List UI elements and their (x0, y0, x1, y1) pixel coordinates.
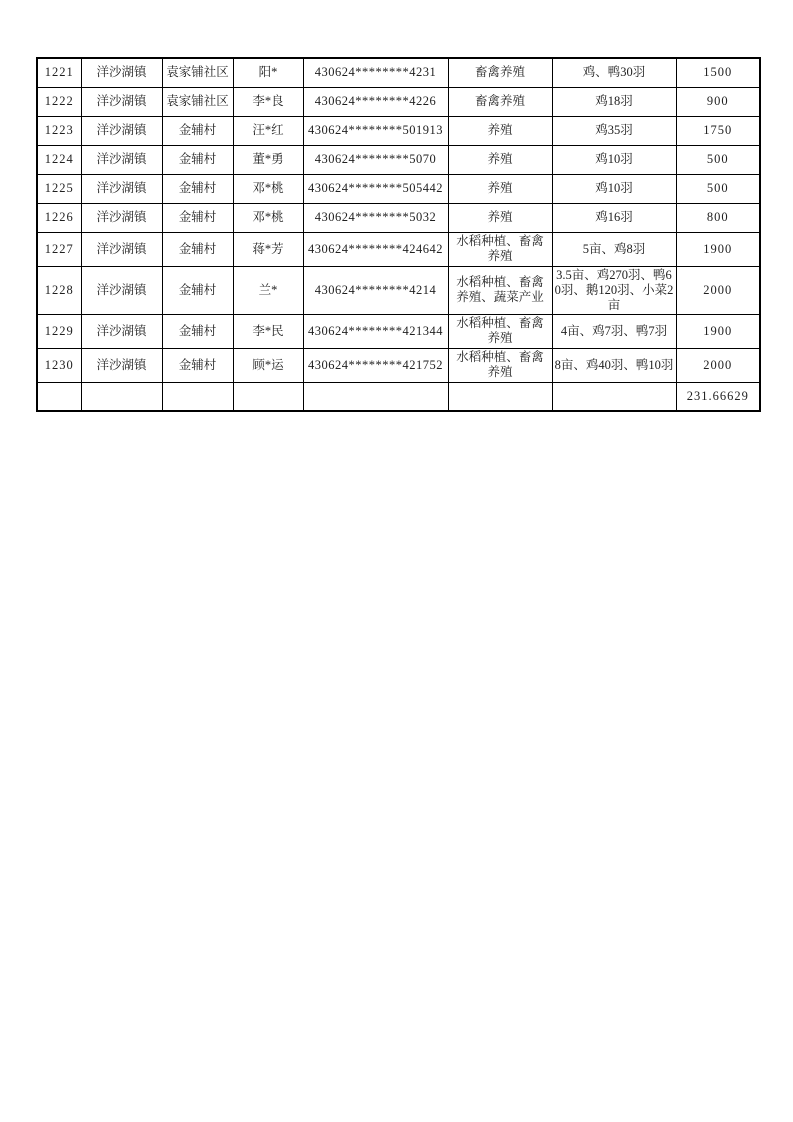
village-cell: 金辅村 (162, 174, 233, 203)
village-cell: 金辅村 (162, 232, 233, 266)
id-number-cell: 430624********424642 (303, 232, 448, 266)
id-number-cell: 430624********4214 (303, 266, 448, 314)
seq-cell: 1224 (37, 145, 81, 174)
table-row (37, 174, 760, 203)
industry-cell: 水稻种植、畜禽养殖 (448, 348, 552, 382)
scale-cell: 鸡10羽 (552, 145, 676, 174)
seq-cell: 1223 (37, 116, 81, 145)
town-cell: 洋沙湖镇 (81, 58, 162, 87)
name-cell: 董*勇 (233, 145, 303, 174)
town-cell: 洋沙湖镇 (81, 174, 162, 203)
name-cell: 汪*红 (233, 116, 303, 145)
seq-cell: 1226 (37, 203, 81, 232)
industry-cell: 水稻种植、畜禽养殖 (448, 314, 552, 348)
table-row (37, 203, 760, 232)
name-cell: 邓*桃 (233, 203, 303, 232)
amount-cell: 800 (676, 203, 760, 232)
industry-cell (448, 382, 552, 411)
name-cell: 邓*桃 (233, 174, 303, 203)
village-cell: 袁家铺社区 (162, 58, 233, 87)
village-cell: 袁家铺社区 (162, 87, 233, 116)
amount-cell: 1900 (676, 314, 760, 348)
scale-cell: 8亩、鸡40羽、鸭10羽 (552, 348, 676, 382)
amount-cell: 500 (676, 174, 760, 203)
name-cell: 李*良 (233, 87, 303, 116)
scale-cell: 鸡、鸭30羽 (552, 58, 676, 87)
industry-cell: 水稻种植、畜禽养殖 (448, 232, 552, 266)
id-number-cell: 430624********4231 (303, 58, 448, 87)
scale-cell: 3.5亩、鸡270羽、鸭60羽、鹅120羽、小菜2亩 (552, 266, 676, 314)
scale-cell: 鸡18羽 (552, 87, 676, 116)
table-row (37, 314, 760, 348)
village-cell: 金辅村 (162, 203, 233, 232)
seq-cell: 1221 (37, 58, 81, 87)
village-cell: 金辅村 (162, 116, 233, 145)
town-cell: 洋沙湖镇 (81, 145, 162, 174)
seq-cell: 1222 (37, 87, 81, 116)
id-number-cell: 430624********5070 (303, 145, 448, 174)
industry-cell: 畜禽养殖 (448, 58, 552, 87)
industry-cell: 畜禽养殖 (448, 87, 552, 116)
table-row (37, 58, 760, 87)
scale-cell: 5亩、鸡8羽 (552, 232, 676, 266)
name-cell: 顾*运 (233, 348, 303, 382)
seq-cell: 1229 (37, 314, 81, 348)
table-row (37, 87, 760, 116)
amount-cell: 500 (676, 145, 760, 174)
seq-cell (37, 382, 81, 411)
town-cell: 洋沙湖镇 (81, 116, 162, 145)
town-cell: 洋沙湖镇 (81, 348, 162, 382)
industry-cell: 养殖 (448, 116, 552, 145)
name-cell: 阳* (233, 58, 303, 87)
id-number-cell: 430624********421344 (303, 314, 448, 348)
amount-cell: 2000 (676, 266, 760, 314)
amount-cell: 1750 (676, 116, 760, 145)
seq-cell: 1230 (37, 348, 81, 382)
industry-cell: 养殖 (448, 174, 552, 203)
town-cell (81, 382, 162, 411)
amount-cell: 900 (676, 87, 760, 116)
seq-cell: 1225 (37, 174, 81, 203)
name-cell: 兰* (233, 266, 303, 314)
industry-cell: 养殖 (448, 145, 552, 174)
table-row (37, 348, 760, 382)
amount-cell: 1900 (676, 232, 760, 266)
id-number-cell: 430624********421752 (303, 348, 448, 382)
id-number-cell: 430624********4226 (303, 87, 448, 116)
scale-cell: 鸡10羽 (552, 174, 676, 203)
village-cell: 金辅村 (162, 314, 233, 348)
village-cell (162, 382, 233, 411)
town-cell: 洋沙湖镇 (81, 87, 162, 116)
village-cell: 金辅村 (162, 348, 233, 382)
seq-cell: 1227 (37, 232, 81, 266)
id-number-cell (303, 382, 448, 411)
amount-cell: 1500 (676, 58, 760, 87)
total-amount-cell: 231.66629 (676, 382, 760, 411)
table-row (37, 116, 760, 145)
town-cell: 洋沙湖镇 (81, 266, 162, 314)
name-cell: 李*民 (233, 314, 303, 348)
seq-cell: 1228 (37, 266, 81, 314)
village-cell: 金辅村 (162, 266, 233, 314)
name-cell: 蒋*芳 (233, 232, 303, 266)
id-number-cell: 430624********505442 (303, 174, 448, 203)
village-cell: 金辅村 (162, 145, 233, 174)
table-row (37, 232, 760, 266)
town-cell: 洋沙湖镇 (81, 203, 162, 232)
subsidy-data-table (36, 57, 761, 412)
name-cell (233, 382, 303, 411)
town-cell: 洋沙湖镇 (81, 314, 162, 348)
table-row (37, 266, 760, 314)
table-row (37, 145, 760, 174)
industry-cell: 养殖 (448, 203, 552, 232)
id-number-cell: 430624********5032 (303, 203, 448, 232)
amount-cell: 2000 (676, 348, 760, 382)
id-number-cell: 430624********501913 (303, 116, 448, 145)
town-cell: 洋沙湖镇 (81, 232, 162, 266)
scale-cell (552, 382, 676, 411)
total-row (37, 382, 760, 411)
scale-cell: 鸡16羽 (552, 203, 676, 232)
scale-cell: 4亩、鸡7羽、鸭7羽 (552, 314, 676, 348)
scale-cell: 鸡35羽 (552, 116, 676, 145)
industry-cell: 水稻种植、畜禽养殖、蔬菜产业 (448, 266, 552, 314)
